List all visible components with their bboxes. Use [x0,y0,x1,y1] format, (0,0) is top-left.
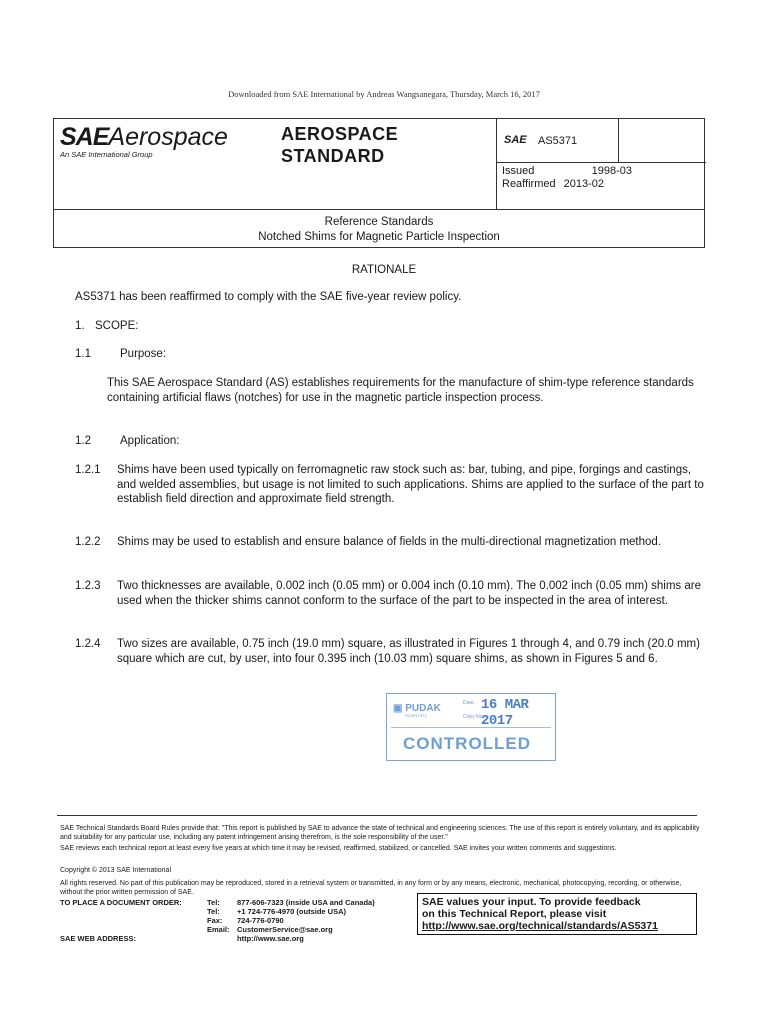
web-label: SAE WEB ADDRESS: [60,934,136,943]
email-label: Email: [207,925,230,934]
item-number: 1.2.2 [75,536,101,548]
header-divider [618,119,619,162]
feedback-box [417,893,697,935]
tel-label: Tel: [207,898,220,907]
stamp-status: CONTROLLED [403,734,532,753]
tel-value[interactable]: 877-606-7323 (inside USA and Canada) [237,898,375,907]
footer-rights: All rights reserved. No part of this publication may be reproduced, stored in a retrieval system or transmitted, in any form or by any means, electronic, mechanical, photocopying, recording, or otherwise, without the prior written permission of SAE. [60,880,682,896]
header-divider [496,162,706,163]
reaffirmed-value: 2013-02 [563,178,604,190]
feedback-line: SAE values your input. To provide feedback [422,896,641,908]
feedback-link[interactable]: http://www.sae.org/technical/standards/AS5371 [422,920,658,932]
document-header [53,118,705,248]
issued-value: 1998-03 [591,165,632,177]
footer-copyright: Copyright © 2013 SAE International [60,867,172,874]
section-number: 1.1 [75,348,91,360]
stamp-divider [391,727,551,728]
item-paragraph: Shims may be used to establish and ensure balance of fields in the multi-directional magnetization method. [117,536,661,548]
item-number: 1.2.4 [75,638,101,650]
feedback-line: on this Technical Report, please visit [422,908,607,920]
rationale-text: AS5371 has been reaffirmed to comply with the SAE five-year review policy. [75,291,462,303]
stamp-copy-label: Copy No.: [463,714,486,720]
footer-review: SAE reviews each technical report at least every five years at which time it may be revised, reaffirmed, stabilized, or cancelled. SAE invites your written comments and suggestions. [60,845,617,852]
section-title-scope: SCOPE: [95,320,139,332]
fax-label: Fax: [207,916,223,925]
order-label: TO PLACE A DOCUMENT ORDER: [60,898,182,907]
stamp-brand-sub: SCIENTIFIC [405,713,428,718]
header-divider [54,209,704,210]
order-contact-table [60,898,375,943]
standard-title: AEROSPACE STANDARD [281,124,399,166]
item-number: 1.2.1 [75,464,101,476]
section-title-purpose: Purpose: [120,348,167,360]
email-value[interactable]: CustomerService@sae.org [237,925,333,934]
section-title-application: Application: [120,435,180,447]
tel2-label: Tel: [207,907,220,916]
sae-aerospace-logo: SAEAerospace [60,123,228,151]
section-number: 1.2 [75,435,91,447]
item-paragraph: Two sizes are available, 0.75 inch (19.0 mm) square, as illustrated in Figures 1 through 4, and 0.79 inch (20.0 mm) square which are cut, by user, into four 0.395 inch (10.03 mm) square shims, as shown in Figures 5 and 6. [117,638,700,665]
stamp-date-label: Date: [463,700,475,706]
footer-divider [57,815,697,816]
header-divider [496,119,497,209]
document-number: AS5371 [538,135,578,147]
web-value[interactable]: http://www.sae.org [237,934,304,943]
issue-dates [502,165,640,191]
sae-small-logo: SAE [504,134,527,146]
section-number: 1. [75,320,85,332]
stamp-date: 16 MAR 2017 [481,697,529,729]
stamp-brand: ▣ PUDAK [393,703,441,714]
download-notice: Downloaded from SAE International by Andreas Wangsanegara, Thursday, March 16, 2017 [228,89,540,99]
item-number: 1.2.3 [75,580,101,592]
item-paragraph: Shims have been used typically on ferromagnetic raw stock such as: bar, tubing, and pipe, forgings and castings, and welded assemblies, but usage is not limited to such applications. Shims are applied to the surface of the part to establish field direction and approximate field strength. [117,464,704,505]
item-paragraph: Two thicknesses are available, 0.002 inch (0.05 mm) or 0.004 inch (0.10 mm). The 0.002 inch (0.05 mm) shims are used when the thicker shims cannot conform to the surface of the part to be inspected in the area of interest. [117,580,701,607]
tel2-value[interactable]: +1 724-776-4970 (outside USA) [237,907,347,916]
fax-value: 724-776-0790 [237,916,284,925]
rationale-heading: RATIONALE [351,264,417,276]
purpose-paragraph: This SAE Aerospace Standard (AS) establishes requirements for the manufacture of shim-type reference standards containing artificial flaws (notches) for use in the magnetic particle inspection process. [107,377,694,404]
footer-rules: SAE Technical Standards Board Rules provide that: "This report is published by SAE to advance the state of technical and engineering sciences. The use of this report is entirely voluntary, and its applicability and suitability for any particular use, including any patent infringement arising therefrom, is the sole responsibility of the user." [60,825,700,841]
reaffirmed-label: Reaffirmed [502,178,556,190]
logo-subtitle: An SAE International Group [60,150,153,159]
controlled-stamp [386,693,556,761]
issued-label: Issued [502,165,535,177]
document-subject: Reference Standards Notched Shims for Magnetic Particle Inspection [258,216,500,243]
